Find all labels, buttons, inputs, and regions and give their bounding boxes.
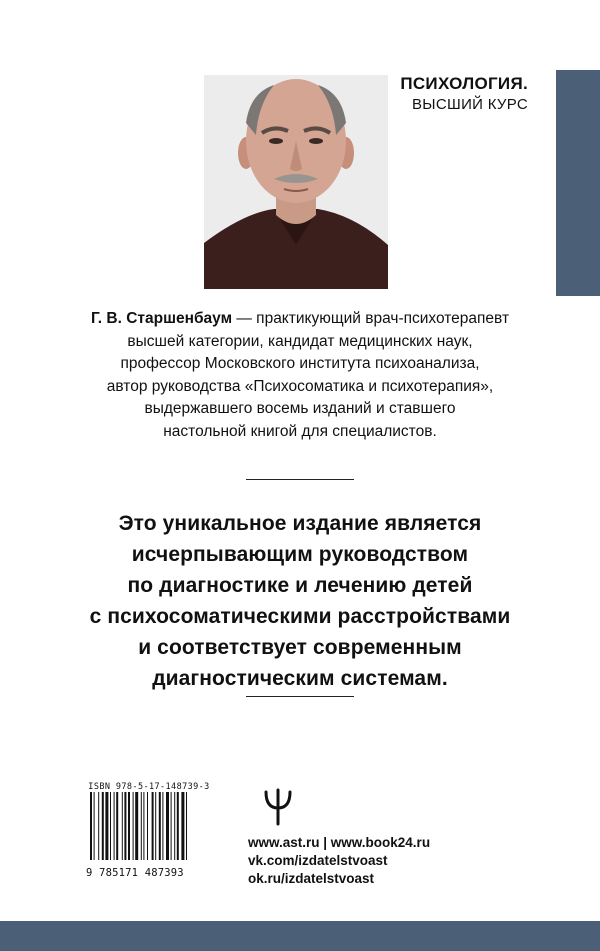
series-title [400, 73, 528, 115]
ok-link: ok.ru/izdatelstvoast [248, 871, 375, 886]
series-title-line1: ПСИХОЛОГИЯ. [400, 74, 528, 93]
author-bio-line1: — практикующий врач-психотерапевт [232, 310, 510, 327]
accent-side-bar [556, 70, 600, 296]
author-name: Г. В. Старшенбаум [90, 310, 233, 327]
summary-line3: по диагностике и лечению детей [127, 574, 473, 597]
barcode-digits: 9 785171 487393 [86, 867, 184, 879]
author-photo [204, 75, 388, 289]
summary-line1: Это уникальное издание является [118, 512, 482, 535]
author-bio [40, 308, 560, 443]
psi-icon [263, 788, 293, 826]
author-bio-line2: высшей категории, кандидат медицинских наук, [127, 332, 473, 350]
series-title-line2: ВЫСШИЙ КУРС [412, 96, 528, 113]
divider-top [246, 479, 354, 480]
author-bio-line6: настольной книгой для специалистов. [163, 422, 437, 440]
author-bio-line5: выдержавшего восемь изданий и ставшего [144, 400, 456, 417]
book-summary [20, 508, 580, 694]
divider-bottom [246, 696, 354, 697]
summary-line2: исчерпывающим руководством [131, 543, 469, 566]
website-links: www.ast.ru | www.book24.ru [248, 835, 431, 850]
author-bio-line3: профессор Московского института психоанализа, [120, 355, 480, 372]
summary-line4: с психосоматическими расстройствами [89, 605, 511, 628]
barcode-bars [86, 792, 212, 862]
accent-bottom-bar [0, 921, 600, 951]
isbn-barcode [86, 782, 212, 884]
author-bio-line4: автор руководства «Психосоматика и психотерапия», [106, 377, 494, 395]
publisher-links [248, 834, 430, 888]
isbn-text: ISBN 978-5-17-148739-3 [88, 782, 210, 792]
vk-link: vk.com/izdatelstvoast [248, 853, 388, 868]
summary-line5: и соответствует современным [138, 636, 462, 659]
summary-line6: диагностическим системам. [152, 667, 448, 690]
